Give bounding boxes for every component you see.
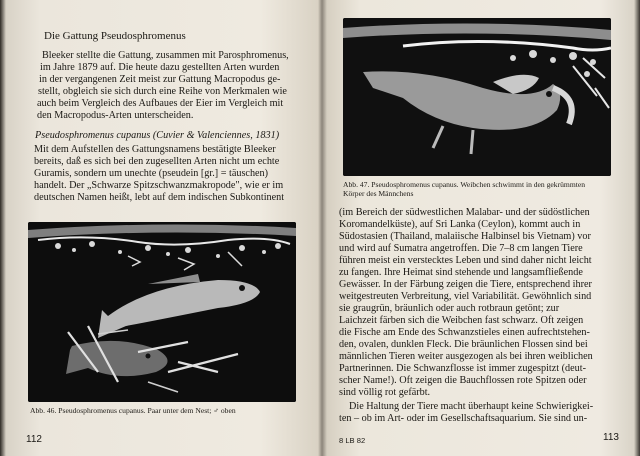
text-line: zu fangen. Ihre Heimat sind stehende und langsamfließende — [339, 267, 583, 278]
text-line: Koromandelküste), auf Sri Lanka (Ceylon), kommt auch in — [339, 219, 581, 230]
text-line: Bleeker stellte die Gattung, zusammen mit Parosphromenus, — [42, 50, 289, 61]
right-page — [325, 0, 635, 456]
text-line: Mit dem Aufstellen des Gattungsnamens bestätigte Bleeker — [34, 144, 276, 155]
text-line: und wird auf Sumatra angetroffen. Die 7–8 cm langen Tiere — [339, 243, 583, 254]
text-line: bereits, daß es sich bei den zugesellten Arten nicht um echte — [34, 156, 280, 167]
text-line: die Fische am Ende des Schwanzstieles einen aufrechtstehen- — [339, 327, 590, 338]
figure-47-caption-line-1: Abb. 47. Pseudosphromenus cupanus. Weibchen schwimmt in den gekrümmten — [343, 180, 586, 189]
text-line: Guramis, sondern um unechte (pseudein [gr.] = täuschen) — [34, 168, 269, 179]
text-line: Laichzeit färben sich die Weibchen fast schwarz. Oft zeigen — [339, 315, 584, 326]
page-number: 112 — [26, 434, 42, 445]
text-line: Partnerinnen. Die Schwanzflosse ist immer zugespitzt (deut- — [339, 363, 586, 374]
photo-illustration — [343, 18, 611, 176]
text-line: sie graugrün, bräunlich oder auch rotbraun getönt; zur — [339, 303, 560, 314]
text-line: Die Haltung der Tiere macht überhaupt keine Schwierigkei- — [349, 401, 594, 412]
page-number: 113 — [603, 432, 619, 443]
text-line: den, ovalen, dunklen Fleck. Die bräunlichen Flossen sind bei — [339, 339, 588, 350]
section-heading: Die Gattung Pseudosphromenus — [44, 30, 186, 42]
text-line: (im Bereich der südwestlichen Malabar- und der südöstlichen — [339, 207, 590, 218]
species-heading: Pseudosphromenus cupanus (Cuvier & Valenciennes, 1831) — [35, 130, 280, 141]
text-line: handelt. Der „Schwarze Spitzschwanzmakropode", wie er im — [34, 180, 284, 191]
text-line: Südostasien (Thailand, malaiische Halbinsel bis Vietnam) vor — [339, 231, 591, 242]
text-line: ten – ob im Art- oder im Gesellschaftsaquarium. Sie sind un- — [339, 413, 588, 424]
text-line: männlichen Tieren weiter ausgezogen als bei ihren weiblichen — [339, 351, 593, 362]
text-line: den Macropodus-Arten unterscheiden. — [37, 110, 194, 121]
fish-photo-pair-under-nest — [28, 222, 296, 402]
text-line: auch beim Vergleich des Aufbaues der Eier im Vergleich mit — [37, 98, 284, 109]
text-line: weitgestreuten Verbreitung, viel Variabilität. Gewöhnlich sind — [339, 291, 592, 302]
photo-illustration — [28, 222, 296, 402]
text-line: Gewässer. In der Färbung zeigen die Tiere, entsprechend ihrer — [339, 279, 592, 290]
left-page — [8, 0, 320, 456]
text-line: in der vergangenen Zeit meist zur Gattung Macropodus ge- — [39, 74, 281, 85]
text-line: stellt, obgleich sie sich durch eine Reihe von Merkmalen wie — [38, 86, 287, 97]
text-line: führen meist ein verstecktes Leben und sind daher nicht leicht — [339, 255, 592, 266]
signature-mark: 8 LB 82 — [339, 436, 366, 445]
text-line: deutschen Namen heißt, lebt auf dem indischen Subkontinent — [34, 192, 285, 203]
text-line: sind völlig rot gefärbt. — [339, 387, 431, 398]
figure-46-caption: Abb. 46. Pseudosphromenus cupanus. Paar unter dem Nest; ♂ oben — [30, 406, 236, 415]
text-line: scher Name!). Oft zeigen die Bauchflossen rote Spitzen oder — [339, 375, 587, 386]
figure-47-caption-line-2: Körper des Männchens — [343, 189, 414, 198]
fish-photo-female-in-male-curve — [343, 18, 611, 176]
text-line: im Jahre 1879 auf. Die heute dazu gestellten Arten wurden — [40, 62, 280, 73]
